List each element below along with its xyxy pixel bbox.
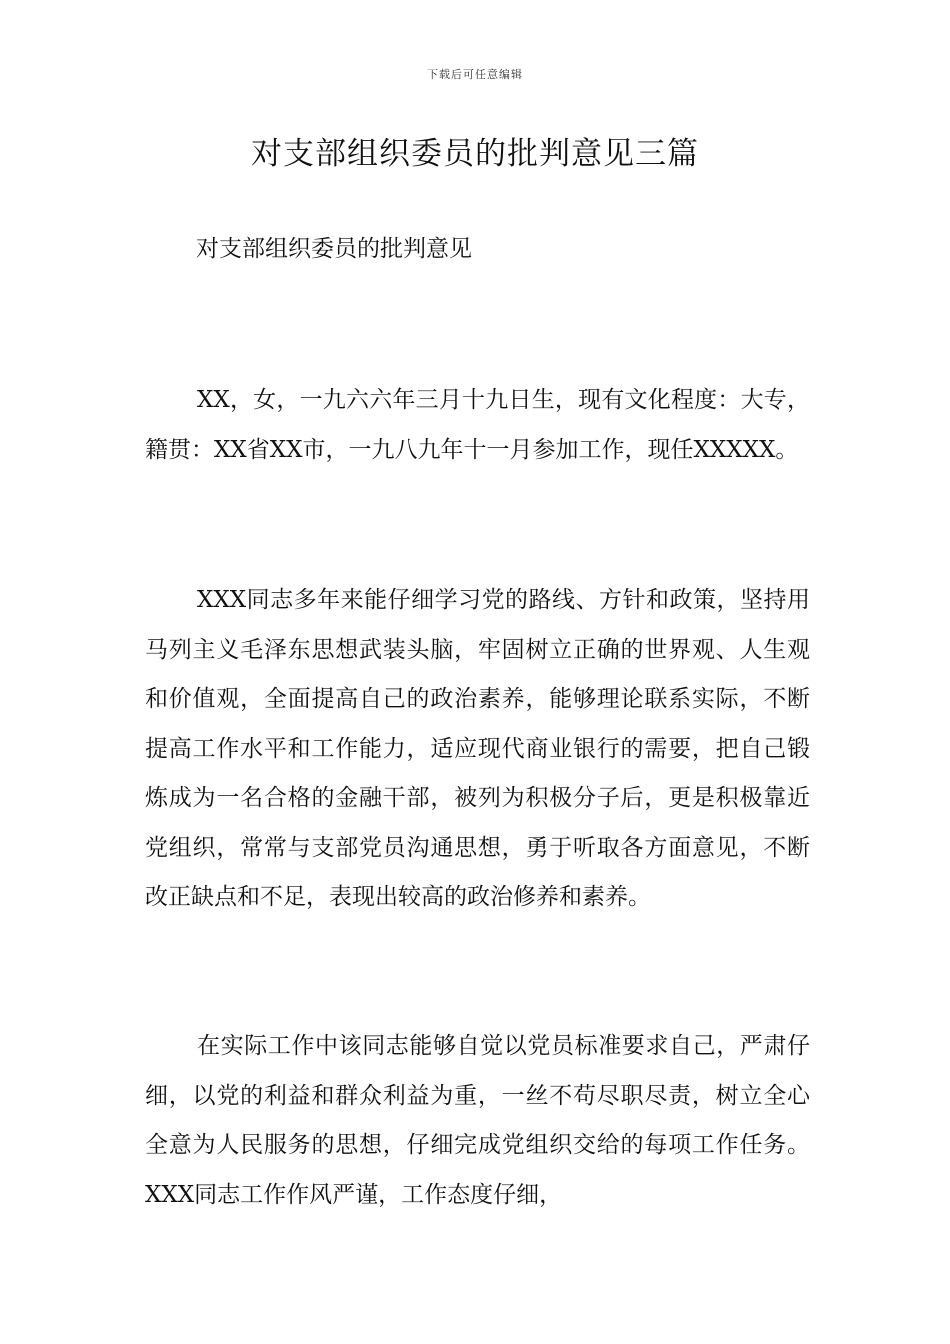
document-subtitle: 对支部组织委员的批判意见 bbox=[196, 236, 472, 262]
paragraph-personal-info: XX，女，一九六六年三月十九日生，现有文化程度：大专，籍贯：XX省XX市，一九八九年十一月参加工作，现任XXXXX。 bbox=[145, 387, 810, 463]
header-note: 下载后可任意编辑 bbox=[427, 68, 523, 81]
paragraph-political-study: XXX同志多年来能仔细学习党的路线、方针和政策，坚持用马列主义毛泽东思想武装头脑，牢固树立正确的世界观、人生观和价值观，全面提高自己的政治素养，能够理论联系实际，不断提高工作水平和工作能力，适应现代商业银行的需要，把自己锻炼成为一名合格的金融干部，被列为积极分子后，更是积极靠近党组织，常常与支部党员沟通思想，勇于听取各方面意见，不断改正缺点和不足，表现出较高的政治修养和素养。 bbox=[145, 587, 810, 910]
document-title: 对支部组织委员的批判意见三篇 bbox=[251, 136, 699, 172]
paragraph-work-performance: 在实际工作中该同志能够自觉以党员标准要求自己，严肃仔细，以党的利益和群众利益为重，一丝不苟尽职尽责，树立全心全意为人民服务的思想，仔细完成党组织交给的每项工作任务。XXX同志工作作风严谨，工作态度仔细， bbox=[145, 1033, 810, 1208]
